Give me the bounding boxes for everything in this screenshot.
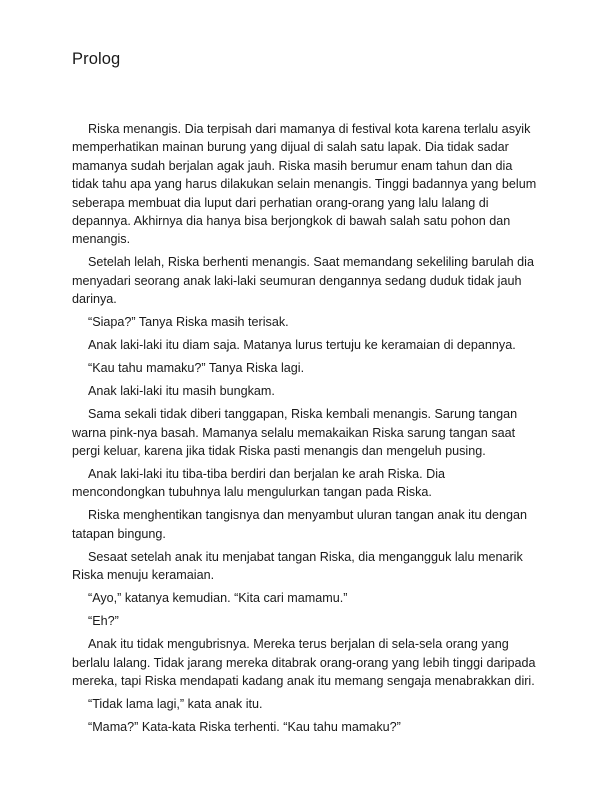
paragraph: Anak itu tidak mengubrisnya. Mereka terus berjalan di sela-sela orang yang berlalu lalang. Tidak jarang mereka ditabrak orang-orang yang lebih tinggi daripada mereka, tapi Riska mendapati kadang anak itu memang sengaja menabrakkan diri. [72,637,536,689]
paragraph: “Siapa?” Tanya Riska masih terisak. [88,315,289,330]
paragraph: Setelah lelah, Riska berhenti menangis. Saat memandang sekeliling barulah dia menyadari seorang anak laki-laki seumuran dengannya sedang duduk tidak jauh darinya. [72,255,534,307]
paragraph: Sesaat setelah anak itu menjabat tangan Riska, dia mengangguk lalu menarik Riska menuju keramaian. [72,549,523,583]
body-text [72,120,538,741]
paragraph: Riska menangis. Dia terpisah dari mamanya di festival kota karena terlalu asyik memperhatikan mainan burung yang dijual di salah satu lapak. Dia tidak sadar mamanya sudah berjalan agak jauh. Riska masih berumur enam tahun dan dia tidak tahu apa yang harus dilakukan selain menangis. Tinggi badannya yang belum seberapa membuat dia luput dari perhatian orang-orang yang lalu lalang di depannya. Akhirnya dia hanya bisa berjongkok di bawah salah satu pohon dan menangis. [72,122,537,247]
paragraph: “Ayo,” katanya kemudian. “Kita cari mamamu.” [88,591,348,606]
paragraph: Anak laki-laki itu masih bungkam. [88,384,275,399]
paragraph: “Eh?” [88,614,119,629]
chapter-title: Prolog [72,50,121,68]
paragraph: “Tidak lama lagi,” kata anak itu. [88,697,263,712]
paragraph: Anak laki-laki itu diam saja. Matanya lurus tertuju ke keramaian di depannya. [88,338,516,353]
paragraph: Anak laki-laki itu tiba-tiba berdiri dan berjalan ke arah Riska. Dia mencondongkan tubuhnya lalu mengulurkan tangan pada Riska. [72,467,445,500]
paragraph: “Kau tahu mamaku?” Tanya Riska lagi. [88,361,305,376]
paragraph: Sama sekali tidak diberi tanggapan, Riska kembali menangis. Sarung tangan warna pink-nya basah. Mamanya selalu memakaikan Riska sarung tangan saat pergi keluar, karena jika tidak Riska pasti menangis dan mengeluh pusing. [72,407,518,459]
paragraph: “Mama?” Kata-kata Riska terhenti. “Kau tahu mamaku?” [88,720,401,735]
paragraph: Riska menghentikan tangisnya dan menyambut uluran tangan anak itu dengan tatapan bingung. [72,508,527,541]
